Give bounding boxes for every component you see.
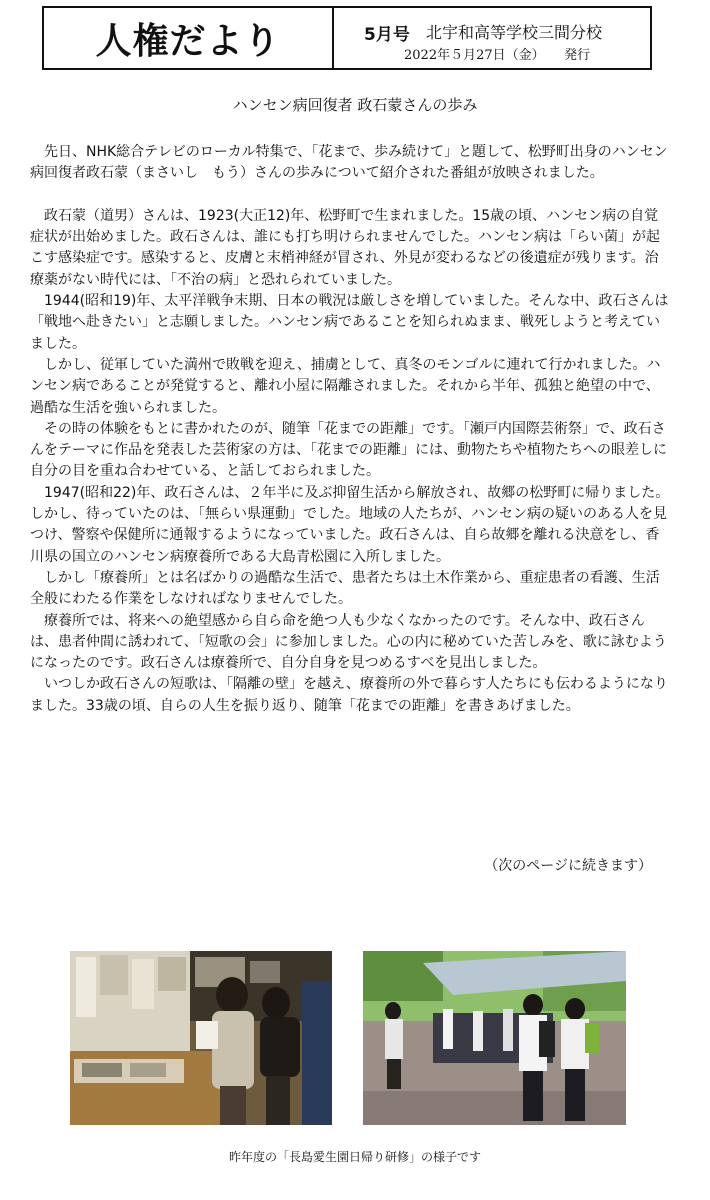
paragraph: しかし、従軍していた満州で敗戦を迎え、捕虜として、真冬のモンゴルに連れて行かれました。ハンセン病であることが発覚すると、離れ小屋に隔離されました。それから半年、孤独と絶望の中で、過酷な生活を強いられました。 (30, 356, 661, 416)
paragraph: 療養所では、将来への絶望感から自ら命を絶つ人も少なくなかったのです。そんな中、政石さんは、患者仲間に誘われて、「短歌の会」に参加しました。心の内に秘めていた苦しみを、歌に詠むようになったのです。政石さんは療養所で、自分自身を見つめるすべを見出しました。 (30, 612, 667, 672)
newsletter-title: 人権だより (44, 8, 334, 68)
paragraph: いつしか政石さんの短歌は、「隔離の壁」を越え、療養所の外で暮らす人たちにも伝わるようになりました。33歳の頃、自らの人生を振り返り、随筆「花までの距離」を書きあげました。 (30, 676, 668, 714)
paragraph: 先日、NHK総合テレビのローカル特集で、「花まで、歩み続けて」と題して、松野町出身のハンセン病回復者政石蒙（まさいし もう）さんの歩みについて紹介された番組が放映されました。 (30, 144, 668, 182)
article-title: ハンセン病回復者 政石蒙さんの歩み (232, 96, 478, 114)
paragraph: 政石蒙（道男）さんは、1923(大正12)年、松野町で生まれました。15歳の頃、ハンセン病の自覚症状が出始めました。政石さんは、誰にも打ち明けられませんでした。ハンセン病は「らい菌」が起こす感染症です。感染すると、皮膚と末梢神経が冒され、外見が変わるなどの後遺症が残ります。治療薬がない時代には、「不治の病」と恐れられていました。 (30, 207, 660, 288)
paragraph: その時の体験をもとに書かれたのが、随筆「花までの距離」です。「瀬戸内国際芸術祭」で、政石さんをテーマに作品を発表した芸術家の方は、「花までの距離」には、動物たちや植物たちへの眼差しに自分の目を重ね合わせている、と話しておられました。 (30, 420, 667, 480)
publish-date: 2022年５月27日（金） 発行 (404, 48, 591, 63)
issue-info (334, 8, 650, 68)
continued-note: （次のページに続きます） (484, 858, 652, 874)
photo-museum-exhibit (70, 951, 332, 1125)
school-name: 北宇和高等学校三間分校 (426, 23, 603, 42)
photo-students-outdoors (363, 951, 626, 1125)
paragraph: しかし「療養所」とは名ばかりの過酷な生活で、患者たちは土木作業から、重症患者の看護、生活全般にわたる作業をしなければなりませんでした。 (30, 569, 660, 608)
newsletter-header (42, 6, 652, 70)
article-body (30, 142, 672, 717)
paragraph: 1944(昭和19)年、太平洋戦争末期、日本の戦況は厳しさを増していました。そんな中、政石さんは「戦地へ赴きたい」と志願しました。ハンセン病であることを知られぬまま、戦死しようと考えていました。 (30, 293, 669, 352)
paragraph: 1947(昭和22)年、政石さんは、２年半に及ぶ抑留生活から解放され、故郷の松野町に帰りました。しかし、待っていたのは、「無らい県運動」でした。地域の人たちが、ハンセン病の疑いのある人を見つけ、警察や保健所に通報するようになっていました。政石さんは、自ら故郷を離れる決意をし、香川県の国立のハンセン病療養所である大島青松園に入所しました。 (30, 484, 670, 565)
issue-number: 5月号 (364, 25, 410, 45)
photo-caption: 昨年度の「長島愛生園日帰り研修」の様子です (228, 1150, 481, 1164)
